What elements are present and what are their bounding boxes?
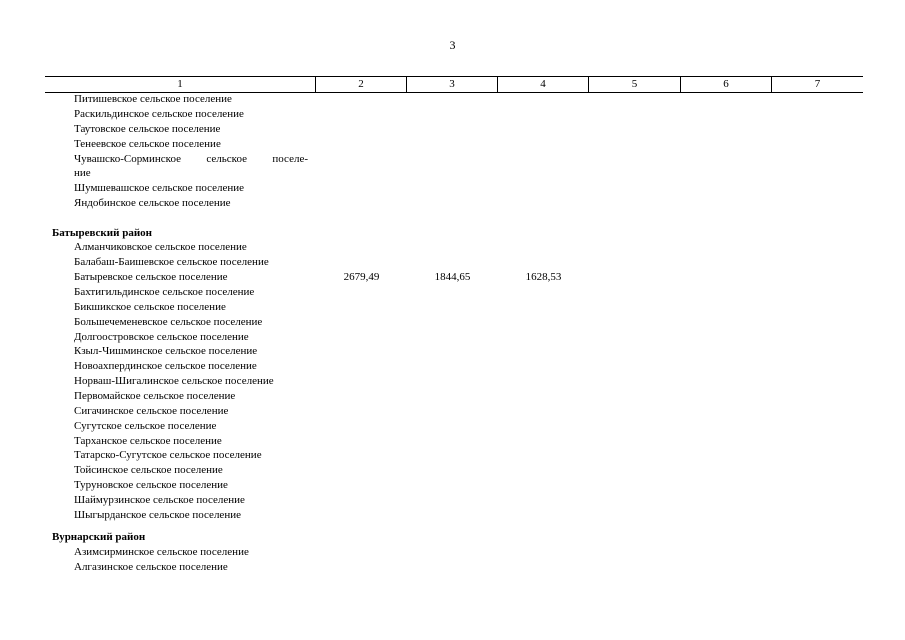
table-row [45, 463, 863, 478]
table-row [45, 196, 863, 211]
column-header-5: 5 [589, 77, 681, 92]
settlement-name: Бикшикское сельское поселение [74, 301, 226, 313]
settlement-name: Раскильдинское сельское поселение [74, 108, 244, 120]
table-row [45, 315, 863, 330]
table-row [45, 152, 863, 167]
settlement-name: Питишевское сельское поселение [74, 93, 232, 105]
district-heading-row [45, 226, 863, 241]
settlement-name: Первомайское сельское поселение [74, 390, 236, 402]
table-row [45, 434, 863, 449]
settlement-name: Балабаш-Баишевское сельское поселение [74, 256, 269, 268]
settlement-name: Азимсирминское сельское поселение [74, 546, 249, 558]
table-row [45, 389, 863, 404]
table-row [45, 330, 863, 345]
settlement-name [74, 152, 308, 167]
table-row [45, 493, 863, 508]
column-header-1: 1 [45, 77, 316, 92]
table-header-row [45, 76, 863, 93]
district-name: Вурнарский район [52, 531, 146, 543]
table-row [45, 508, 863, 523]
page-number: 3 [449, 38, 456, 52]
table-row [45, 344, 863, 359]
settlement-name: Татарско-Сугутское сельское поселение [74, 449, 262, 461]
table-row [45, 300, 863, 315]
settlement-name: Норваш-Шигалинское сельское поселение [74, 375, 274, 387]
table-row [45, 419, 863, 434]
value-column-3: 1844,65 [434, 271, 471, 283]
settlement-name: Таутовское сельское поселение [74, 123, 221, 135]
district-name: Батыревский район [52, 227, 152, 239]
settlement-name-continuation: ние [74, 167, 91, 179]
settlement-name: Алгазинское сельское поселение [74, 561, 228, 573]
value-column-2: 2679,49 [343, 271, 380, 283]
table-row [45, 122, 863, 137]
settlement-name: Кзыл-Чишминское сельское поселение [74, 345, 258, 357]
table-row [45, 255, 863, 270]
settlement-name: Шумшевашское сельское поселение [74, 182, 245, 194]
settlement-name: Сигачинское сельское поселение [74, 405, 229, 417]
settlement-name: Сугутское сельское поселение [74, 420, 217, 432]
settlement-name-part: сельское [206, 153, 247, 165]
settlement-name: Тойсинское сельское поселение [74, 464, 223, 476]
settlement-name: Новоахпердинское сельское поселение [74, 360, 257, 372]
column-header-4: 4 [498, 77, 589, 92]
table-row [45, 359, 863, 374]
table-row [45, 404, 863, 419]
column-header-7: 7 [814, 78, 821, 90]
settlement-name: Яндобинское сельское поселение [74, 197, 231, 209]
table-row [45, 285, 863, 300]
table-row [45, 270, 863, 285]
table-row [45, 374, 863, 389]
table-row [45, 166, 863, 181]
table-row [45, 107, 863, 122]
table-row [45, 240, 863, 255]
settlement-name: Бахтигильдинское сельское поселение [74, 286, 255, 298]
table-row [45, 545, 863, 560]
table-row [45, 181, 863, 196]
value-column-4: 1628,53 [525, 271, 562, 283]
settlement-name-part: поселе- [272, 153, 308, 165]
table-row [45, 137, 863, 152]
settlement-name: Батыревское сельское поселение [74, 271, 228, 283]
settlement-name: Алманчиковское сельское поселение [74, 241, 247, 253]
table-row [45, 92, 863, 107]
column-header-3: 3 [407, 77, 498, 92]
settlement-name: Тарханское сельское поселение [74, 435, 222, 447]
column-header-6: 6 [681, 77, 772, 92]
settlement-name: Шыгырданское сельское поселение [74, 509, 241, 521]
settlement-name: Тенеевское сельское поселение [74, 138, 221, 150]
settlement-name: Долгоостровское сельское поселение [74, 331, 249, 343]
table-row [45, 560, 863, 575]
settlement-name: Большечеменевское сельское поселение [74, 316, 263, 328]
settlement-name: Туруновское сельское поселение [74, 479, 228, 491]
settlement-name: Шаймурзинское сельское поселение [74, 494, 245, 506]
table-row [45, 478, 863, 493]
column-header-2: 2 [316, 77, 407, 92]
table-row [45, 448, 863, 463]
district-heading-row [45, 530, 863, 545]
settlement-name-part: Чувашско-Сорминское [74, 153, 181, 165]
